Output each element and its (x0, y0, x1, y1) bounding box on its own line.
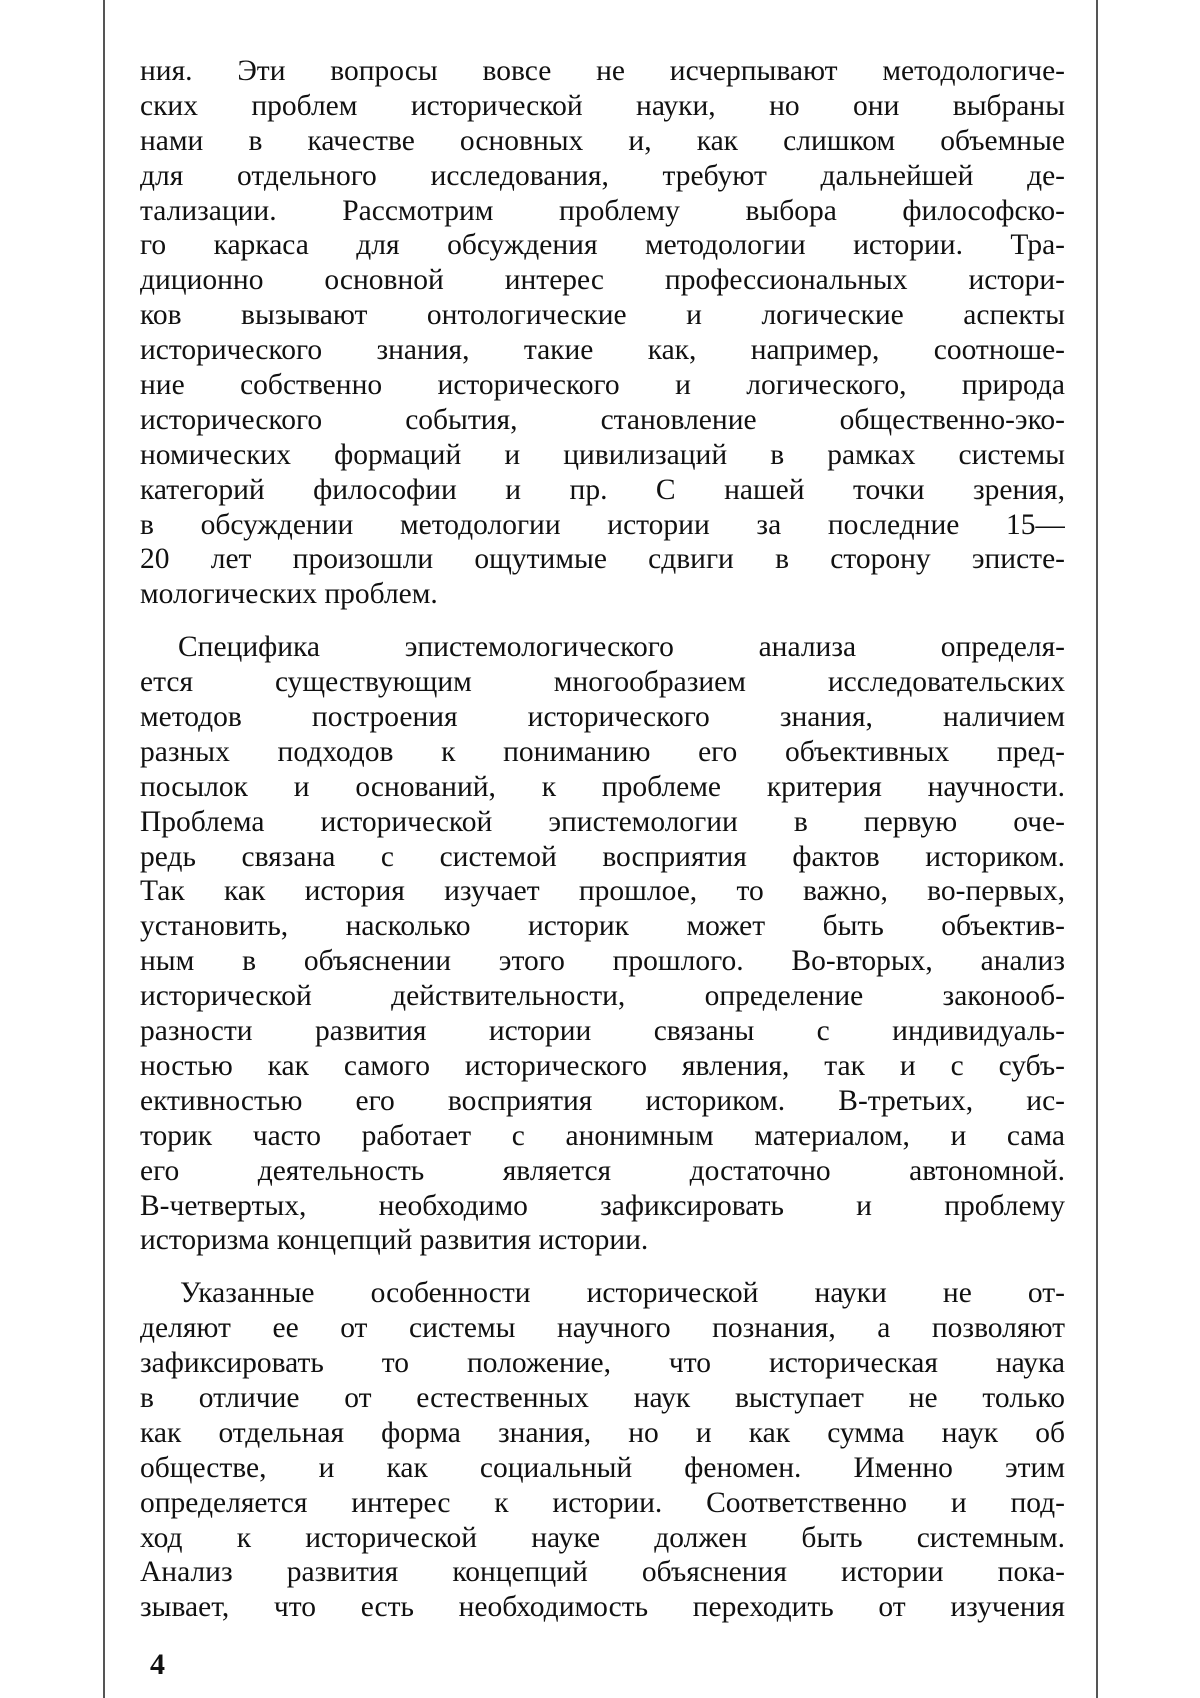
paragraph-3 (140, 1276, 1065, 1625)
text-line: ективностью его восприятия историком. В-третьих, ис- (140, 1084, 1065, 1117)
page-number: 4 (150, 1648, 165, 1681)
paragraph-1 (140, 54, 1065, 612)
text-line: Указанные особенности исторической науки не от- (180, 1277, 1065, 1310)
text-line: разности развития истории связаны с индивидуаль- (140, 1015, 1065, 1048)
text-line: Специфика эпистемологического анализа определя- (178, 631, 1065, 664)
paragraph-spacer (140, 612, 1065, 630)
text-line: ков вызывают онтологические и логические аспекты (140, 299, 1065, 332)
text-line: ным в объяснении этого прошлого. Во-вторых, анализ (140, 945, 1065, 978)
body-text (140, 54, 1065, 1625)
text-line: историзма концепций развития истории. (140, 1224, 649, 1257)
text-line: в обсуждении методологии истории за последние 15— (140, 508, 1065, 541)
text-line: разных подходов к пониманию его объективных пред- (140, 735, 1065, 768)
text-line: ностью как самого исторического явления, так и с субъ- (140, 1049, 1065, 1082)
text-line: Анализ развития концепций объяснения истории пока- (140, 1556, 1065, 1589)
paragraph-2 (140, 630, 1065, 1258)
text-line: для отдельного исследования, требуют дальнейшей де- (140, 159, 1065, 192)
text-line: обществе, и как социальный феномен. Именно этим (140, 1451, 1065, 1484)
text-line: зафиксировать то положение, что историческая наука (140, 1347, 1065, 1380)
paragraph-spacer (140, 1258, 1065, 1276)
text-line: тализации. Рассмотрим проблему выбора философско- (140, 194, 1065, 227)
text-line: торик часто работает с анонимным материалом, и сама (140, 1119, 1065, 1152)
text-line: исторического события, становление общественно-эко- (140, 403, 1065, 436)
text-line: определяется интерес к истории. Соответственно и под- (140, 1486, 1065, 1519)
text-line: редь связана с системой восприятия фактов историком. (140, 840, 1065, 873)
text-line: категорий философии и пр. С нашей точки зрения, (140, 473, 1065, 506)
text-line: ских проблем исторической науки, но они выбраны (140, 89, 1065, 122)
text-line: ние собственно исторического и логического, природа (140, 369, 1065, 402)
text-line: нами в качестве основных и, как слишком объемные (140, 124, 1065, 157)
text-line: посылок и оснований, к проблеме критерия научности. (140, 770, 1065, 803)
text-line: в отличие от естественных наук выступает не только (140, 1381, 1065, 1414)
text-line: исторического знания, такие как, например, соотноше- (140, 334, 1065, 367)
text-line: ход к исторической науке должен быть системным. (140, 1521, 1065, 1554)
text-line: как отдельная форма знания, но и как сумма наук об (140, 1416, 1065, 1449)
text-line: методов построения исторического знания, наличием (140, 701, 1065, 734)
text-line: установить, насколько историк может быть объектив- (140, 910, 1065, 943)
text-line: В-четвертых, необходимо зафиксировать и проблему (140, 1189, 1065, 1222)
text-line: 20 лет произошли ощутимые сдвиги в сторону эписте- (140, 543, 1065, 576)
text-line: го каркаса для обсуждения методологии истории. Тра- (140, 229, 1065, 262)
text-line: ется существующим многообразием исследовательских (140, 666, 1065, 699)
text-line: деляют ее от системы научного познания, а позволяют (140, 1312, 1065, 1345)
page-left-border (103, 0, 105, 1698)
page-right-border (1096, 0, 1098, 1698)
text-line: мологических проблем. (140, 578, 438, 611)
text-line: Так как история изучает прошлое, то важно, во-первых, (140, 875, 1065, 908)
text-line: номических формаций и цивилизаций в рамках системы (140, 438, 1065, 471)
text-line: ния. Эти вопросы вовсе не исчерпывают методологиче- (140, 55, 1065, 87)
text-line: Проблема исторической эпистемологии в первую оче- (140, 805, 1065, 838)
text-line: диционно основной интерес профессиональных истори- (140, 264, 1065, 297)
text-line: его деятельность является достаточно автономной. (140, 1154, 1065, 1187)
text-line: зывает, что есть необходимость переходить от изучения (140, 1591, 1065, 1624)
text-line: исторической действительности, определение законооб- (140, 980, 1065, 1013)
